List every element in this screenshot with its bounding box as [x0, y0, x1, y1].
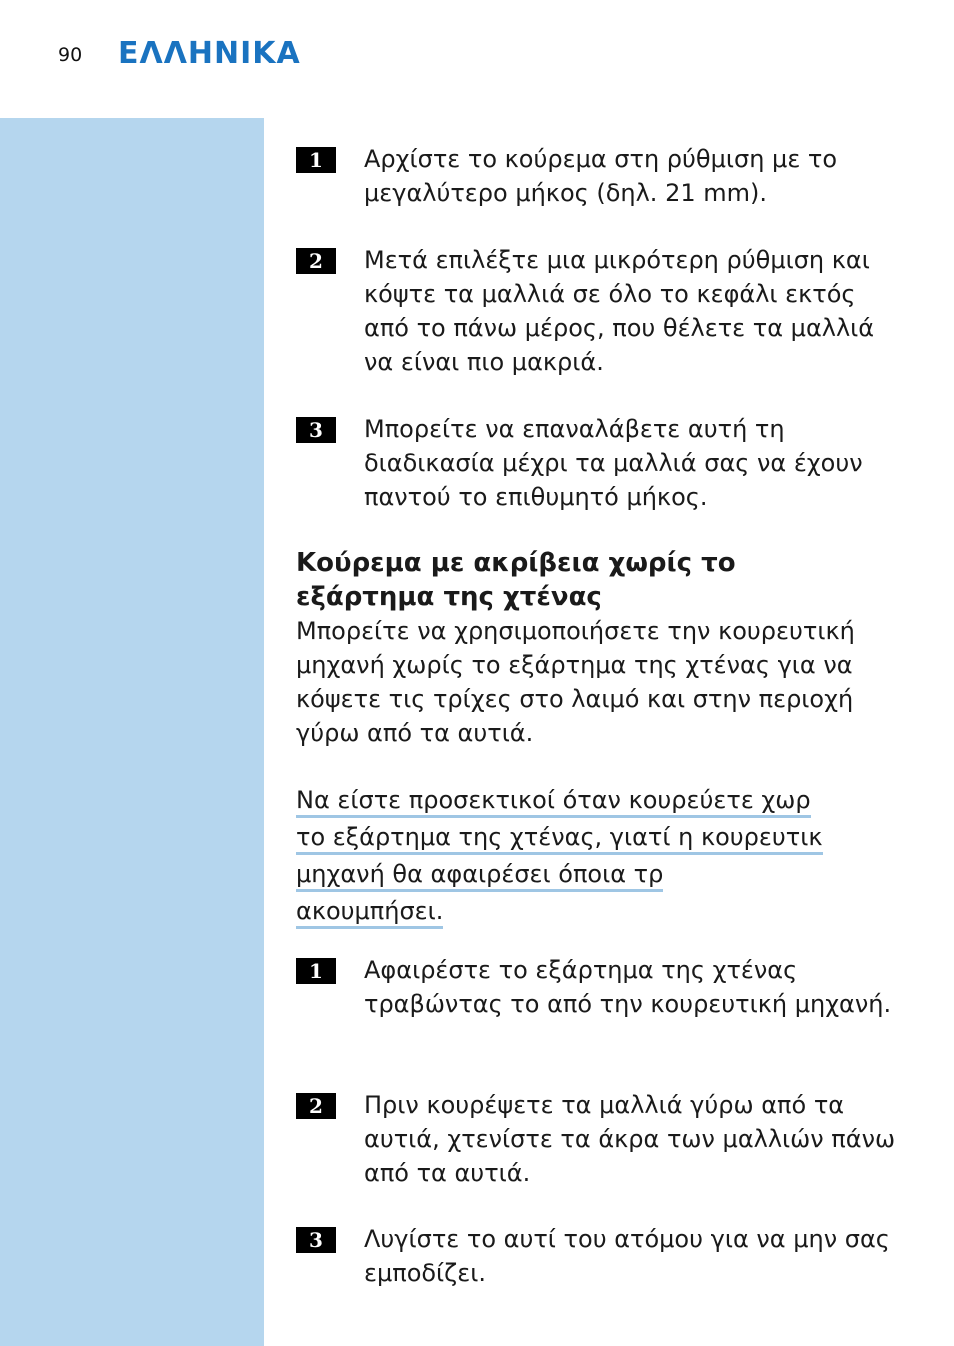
warning-box: [296, 785, 916, 933]
step-item: [296, 1222, 916, 1290]
warning-line: Να είστε προσεκτικοί όταν κουρεύετε χωρ: [296, 785, 811, 818]
step-item: [296, 412, 916, 514]
step-text: Λυγίστε το αυτί του ατόμου για να μην σας εμποδίζει.: [364, 1225, 890, 1287]
step-text: Αρχίστε το κούρεμα στη ρύθμιση με το μεγαλύτερο μήκος (δηλ. 21 mm).: [364, 145, 838, 207]
step-item: [296, 953, 916, 1021]
step-number: 1: [296, 147, 336, 173]
step-text: Μετά επιλέξτε μια μικρότερη ρύθμιση και κόψτε τα μαλλιά σε όλο το κεφάλι εκτός από το πάνω μέρος, που θέλετε τα μαλλιά να είναι πιο μακριά.: [364, 246, 875, 376]
step-number: 1: [296, 958, 336, 984]
sidebar-band: [0, 118, 264, 1346]
step-text: Πριν κουρέψετε τα μαλλιά γύρω από τα αυτιά, χτενίστε τα άκρα των μαλλιών πάνω από τα αυτιά.: [364, 1091, 896, 1187]
step-number: 3: [296, 1227, 336, 1253]
section-heading-line2: εξάρτημα της χτένας: [296, 582, 602, 612]
section-heading-line1: Κούρεμα με ακρίβεια χωρίς το: [296, 548, 736, 578]
step-item: [296, 142, 916, 210]
step-number: 2: [296, 248, 336, 274]
step-text: Αφαιρέστε το εξάρτημα της χτένας τραβώντας το από την κουρευτική μηχανή.: [364, 956, 892, 1018]
warning-line: μηχανή θα αφαιρέσει όποια τρ: [296, 859, 663, 892]
step-number: 2: [296, 1093, 336, 1119]
step-number: 3: [296, 417, 336, 443]
warning-line: το εξάρτημα της χτένας, γιατί η κουρευτικ: [296, 822, 823, 855]
warning-line: ακουμπήσει.: [296, 896, 443, 929]
page-number: 90: [58, 44, 83, 66]
section: [296, 546, 916, 750]
language-title: ΕΛΛΗΝΙΚΑ: [118, 36, 301, 71]
step-item: [296, 1088, 916, 1190]
step-text: Μπορείτε να επαναλάβετε αυτή τη διαδικασία μέχρι τα μαλλιά σας να έχουν παντού το επιθυμητό μήκος.: [364, 415, 863, 511]
step-item: [296, 243, 916, 379]
section-intro: Μπορείτε να χρησιμοποιήσετε την κουρευτική μηχανή χωρίς το εξάρτημα της χτένας για να κόψετε τις τρίχες στο λαιμό και στην περιοχή γύρω από τα αυτιά.: [296, 617, 855, 747]
